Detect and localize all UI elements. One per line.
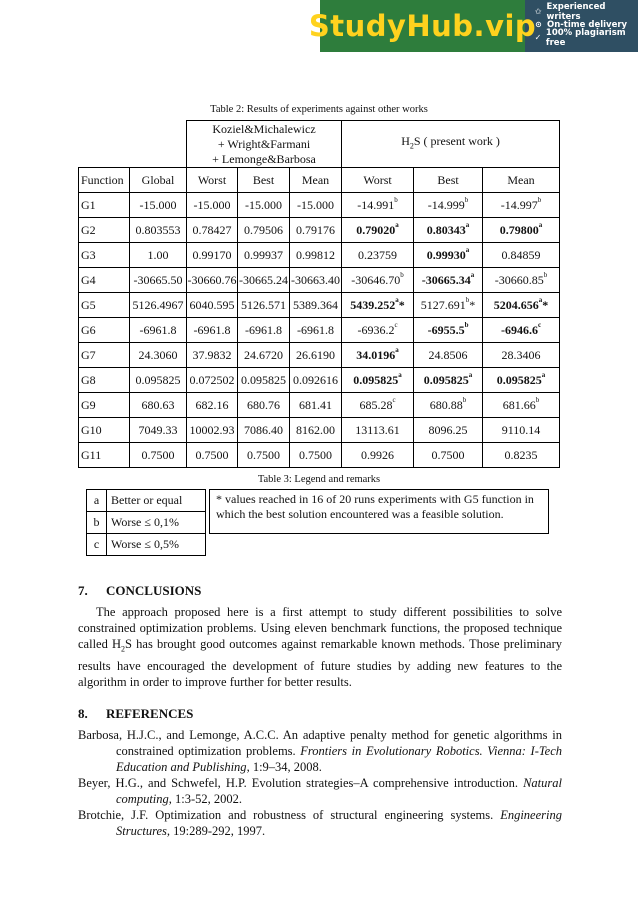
table-row xyxy=(79,343,560,368)
table-cell: -30660.76 xyxy=(187,268,238,293)
table-cell: 681.41 xyxy=(290,393,342,418)
brand-logo[interactable]: StudyHub.vip xyxy=(320,0,525,52)
checkmark-icon: ✓ xyxy=(534,33,542,42)
table-cell: -30646.70$^b$ xyxy=(342,268,414,293)
group-line: + Lemonge&Barbosa xyxy=(212,151,316,166)
clock-icon: ⊙ xyxy=(535,20,542,29)
table3-caption: Table 3: Legend and remarks xyxy=(257,474,381,485)
table-cell: 10002.93 xyxy=(187,418,238,443)
function-cell: G9 xyxy=(79,393,130,418)
table-cell: -15.000 xyxy=(130,193,187,218)
table-cell: 0.7500 xyxy=(290,443,342,468)
table-cell: -30660.85$^b$ xyxy=(483,268,560,293)
table-cell: 0.7500 xyxy=(130,443,187,468)
column-header: Mean xyxy=(290,168,342,193)
table-cell: 24.6720 xyxy=(238,343,290,368)
table-cell: -30665.34$^a$ xyxy=(414,268,483,293)
function-cell: G10 xyxy=(79,418,130,443)
table-cell: -6946.6$^c$ xyxy=(483,318,560,343)
function-cell: G8 xyxy=(79,368,130,393)
table-cell: 0.99170 xyxy=(187,243,238,268)
table-cell: 9110.14 xyxy=(483,418,560,443)
table-cell: 26.6190 xyxy=(290,343,342,368)
table-cell: 0.095825$^a$ xyxy=(483,368,560,393)
table-cell: -30665.50 xyxy=(130,268,187,293)
table-cell: 13113.61 xyxy=(342,418,414,443)
table-cell: 0.7500 xyxy=(238,443,290,468)
legend-label: Worse ≤ 0,1% xyxy=(107,512,206,534)
table-row xyxy=(79,393,560,418)
table-cell: 685.28$^c$ xyxy=(342,393,414,418)
function-cell: G3 xyxy=(79,243,130,268)
table-cell: 0.9926 xyxy=(342,443,414,468)
table-cell: 0.80343$^a$ xyxy=(414,218,483,243)
table-row xyxy=(79,293,560,318)
table-row xyxy=(79,218,560,243)
table-cell: 0.095825$^a$ xyxy=(414,368,483,393)
feature-label: Experienced writers xyxy=(546,1,606,22)
star-icon: ✩ xyxy=(534,7,542,16)
table-cell: 0.99930$^a$ xyxy=(414,243,483,268)
table-cell: 34.0196$^a$ xyxy=(342,343,414,368)
table-cell: 680.76 xyxy=(238,393,290,418)
section-title: REFERENCES xyxy=(106,706,194,721)
table-cell: 8162.00 xyxy=(290,418,342,443)
function-cell: G1 xyxy=(79,193,130,218)
table-cell: -30665.24 xyxy=(238,268,290,293)
table-cell: -6955.5$^b$ xyxy=(414,318,483,343)
column-header: Worst xyxy=(342,168,414,193)
table-cell: 1.00 xyxy=(130,243,187,268)
table2-caption: Table 2: Results of experiments against other works xyxy=(210,104,428,115)
legend-label: Worse ≤ 0,5% xyxy=(107,534,206,556)
group-line: + Wright&Farmani xyxy=(217,136,311,151)
column-header: Global xyxy=(130,168,187,193)
table-cell: -15.000 xyxy=(238,193,290,218)
table-cell: 0.79020$^a$ xyxy=(342,218,414,243)
table-cell: 0.78427 xyxy=(187,218,238,243)
column-header: Best xyxy=(414,168,483,193)
table-cell: 0.7500 xyxy=(187,443,238,468)
table-cell: 5439.252$^a$* xyxy=(342,293,414,318)
function-cell: G2 xyxy=(79,218,130,243)
table-cell: -6961.8 xyxy=(238,318,290,343)
section-heading-references xyxy=(78,706,193,722)
feature-item xyxy=(533,27,638,48)
table-cell: 0.7500 xyxy=(414,443,483,468)
table-cell: -6961.8 xyxy=(130,318,187,343)
table-cell: 28.3406 xyxy=(483,343,560,368)
table-cell: 0.84859 xyxy=(483,243,560,268)
table-cell: 0.072502 xyxy=(187,368,238,393)
table-cell: 0.095825$^a$ xyxy=(342,368,414,393)
legend-key: a xyxy=(87,490,107,512)
table-cell: 5127.691$^b$* xyxy=(414,293,483,318)
legend-note: * values reached in 16 of 20 runs experiments with G5 function in which the best solution encountered was a feasible solution. xyxy=(210,490,549,534)
table-cell: 7049.33 xyxy=(130,418,187,443)
table-row xyxy=(79,443,560,468)
section-heading-conclusions xyxy=(78,583,201,599)
table-cell: -15.000 xyxy=(187,193,238,218)
legend-key: b xyxy=(87,512,107,534)
column-header: Best xyxy=(238,168,290,193)
table-cell: 5204.656$^a$* xyxy=(483,293,560,318)
reference-item: Barbosa, H.J.C., and Lemonge, A.C.C. An adaptive penalty method for genetic algorithms in constrained optimization problems. Frontiers in Evolutionary Robotics. Vienna: I-Tech Education and Publishing, 1:9–34, 2008. xyxy=(78,728,563,774)
reference-item: Beyer, H.G., and Schwefel, H.P. Evolution strategies–A comprehensive introduction. Natural computing, 1:3-52, 2002. xyxy=(78,776,562,806)
table-row xyxy=(79,418,560,443)
promo-banner[interactable] xyxy=(308,0,638,52)
section-title: CONCLUSIONS xyxy=(106,583,202,598)
table-cell: -14.991$^b$ xyxy=(342,193,414,218)
legend-row xyxy=(87,490,549,512)
function-cell: G11 xyxy=(79,443,130,468)
table-cell: 24.8506 xyxy=(414,343,483,368)
table-row xyxy=(79,193,560,218)
feature-label: On-time delivery xyxy=(547,19,628,30)
table-cell: 0.79176 xyxy=(290,218,342,243)
feature-list xyxy=(525,0,638,52)
table-cell: -30663.40 xyxy=(290,268,342,293)
results-table xyxy=(78,120,560,468)
function-cell: G5 xyxy=(79,293,130,318)
function-cell: G7 xyxy=(79,343,130,368)
table-corner xyxy=(79,121,187,168)
table-row xyxy=(79,268,560,293)
section-number: 7. xyxy=(78,583,88,598)
table-cell: -6936.2$^c$ xyxy=(342,318,414,343)
table-cell: 7086.40 xyxy=(238,418,290,443)
function-cell: G6 xyxy=(79,318,130,343)
table-cell: 0.8235 xyxy=(483,443,560,468)
group-header-present-work: $H_2S$ ( present work ) xyxy=(342,121,560,168)
table-cell: 6040.595 xyxy=(187,293,238,318)
table-cell: 24.3060 xyxy=(130,343,187,368)
table-cell: 0.095825 xyxy=(130,368,187,393)
table-cell: 0.99937 xyxy=(238,243,290,268)
table-row xyxy=(79,368,560,393)
table-cell: -15.000 xyxy=(290,193,342,218)
column-header: Mean xyxy=(483,168,560,193)
legend-key: c xyxy=(87,534,107,556)
table-cell: 5126.4967 xyxy=(130,293,187,318)
column-header: Function xyxy=(79,168,130,193)
reference-item: Brotchie, J.F. Optimization and robustness of structural engineering systems. Engineering Structures, 19:289-292, 1997. xyxy=(78,808,562,838)
column-header-row xyxy=(79,168,560,193)
table-cell: 0.99812 xyxy=(290,243,342,268)
legend-gap xyxy=(210,534,549,556)
table-row xyxy=(79,243,560,268)
table-cell: 681.66$^b$ xyxy=(483,393,560,418)
group-line: Koziel&Michalewicz xyxy=(212,121,316,136)
table-cell: 0.23759 xyxy=(342,243,414,268)
table-cell: 682.16 xyxy=(187,393,238,418)
table-cell: -14.997$^b$ xyxy=(483,193,560,218)
table-cell: 0.095825 xyxy=(238,368,290,393)
table-cell: -14.999$^b$ xyxy=(414,193,483,218)
legend-row xyxy=(87,534,549,556)
legend-label: Better or equal xyxy=(107,490,206,512)
table-cell: 0.092616 xyxy=(290,368,342,393)
table-cell: -6961.8 xyxy=(290,318,342,343)
table-cell: -6961.8 xyxy=(187,318,238,343)
section-number: 8. xyxy=(78,706,88,721)
conclusions-paragraph: The approach proposed here is a first attempt to study different possibilities to solve constrained optimization problems. Using eleven benchmark functions, the proposed technique called $H_2S$ has brought good outcomes against remarkable known methods. Those preliminary results have encouraged the development of future studies by adding new features to the algorithm in order to improve further for better results. xyxy=(78,605,562,689)
group-header-literature xyxy=(187,121,342,168)
feature-label: 100% plagiarism free xyxy=(545,27,626,48)
feature-item xyxy=(533,1,638,22)
table-cell: 37.9832 xyxy=(187,343,238,368)
table-cell: 8096.25 xyxy=(414,418,483,443)
table-cell: 0.79506 xyxy=(238,218,290,243)
table-cell: 680.88$^b$ xyxy=(414,393,483,418)
table-cell: 5389.364 xyxy=(290,293,342,318)
legend-gap xyxy=(206,512,210,534)
table-cell: 680.63 xyxy=(130,393,187,418)
column-header: Worst xyxy=(187,168,238,193)
legend-table xyxy=(86,489,549,556)
table-cell: 5126.571 xyxy=(238,293,290,318)
table-cell: 0.79800$^a$ xyxy=(483,218,560,243)
table-cell: 0.803553 xyxy=(130,218,187,243)
function-cell: G4 xyxy=(79,268,130,293)
table-row xyxy=(79,318,560,343)
